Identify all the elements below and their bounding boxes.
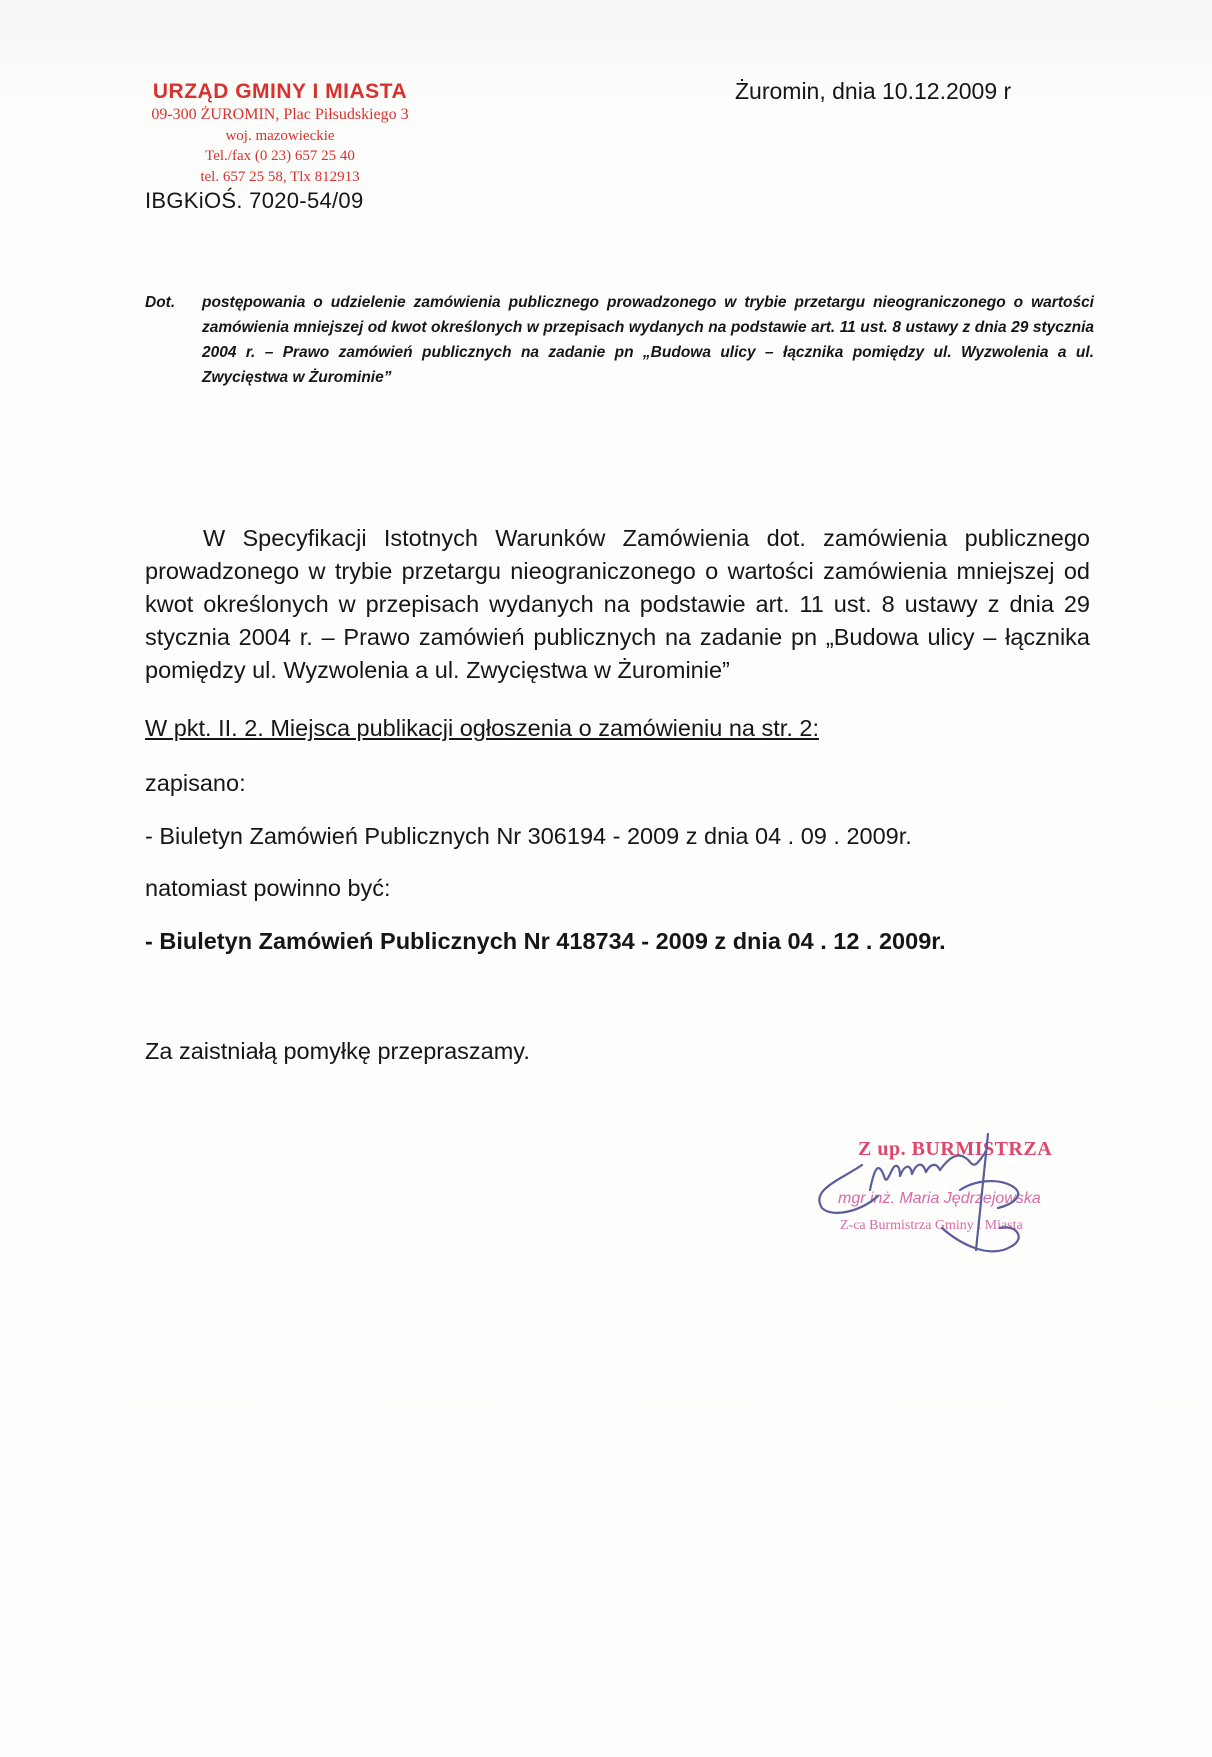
body-paragraph: W Specyfikacji Istotnych Warunków Zamówienia dot. zamówienia publicznego prowadzonego w trybie przetargu nieograniczonego o wartości zamówienia mniejszej od kwot określonych w przepisach wydanych na podstawie art. 11 ust. 8 ustawy z dnia 29 stycznia 2004 r. – Prawo zamówień publicznych na zadanie pn „Budowa ulicy – łącznika pomiędzy ul. Wyzwolenia a ul. Zwycięstwa w Żurominie” — [145, 525, 1090, 683]
stamp-voivodeship: woj. mazowieckie — [225, 128, 335, 144]
stamp-phone-fax: Tel./fax (0 23) 657 25 40 — [205, 148, 355, 164]
subject-text: postępowania o udzielenie zamówienia publicznego prowadzonego w trybie przetargu nieograniczonego o wartości zamówienia mniejszej od kwot określonych w przepisach wydanych na podstawie art. 11 ust. 8 ustawy z dnia 29 stycznia 2004 r. – Prawo zamówień publicznych na zadanie pn „Budowa ulicy – łącznika pomiędzy ul. Wyzwolenia a ul. Zwycięstwa w Żurominie” — [202, 294, 1094, 386]
signature-stamp-role: Z-ca Burmistrza Gminy i Miasta — [840, 1218, 1023, 1233]
signature-stamp-title: Z up. BURMISTRZA — [858, 1138, 1053, 1160]
signature-stamp-name: mgr inż. Maria Jędrzejowska — [838, 1190, 1041, 1207]
office-stamp — [100, 80, 460, 187]
handwritten-signature — [800, 1120, 1100, 1270]
correction-item: - Biuletyn Zamówień Publicznych Nr 418734 - 2009 z dnia 04 . 12 . 2009r. — [145, 928, 946, 954]
stamp-office-name: URZĄD GMINY I MIASTA — [152, 80, 408, 103]
correction-label: natomiast powinno być: — [145, 875, 391, 901]
stamp-address: 09-300 ŻUROMIN, Plac Piłsudskiego 3 — [151, 106, 409, 123]
subject-label: Dot. — [145, 294, 176, 311]
section-heading: W pkt. II. 2. Miejsca publikacji ogłoszenia o zamówieniu na str. 2: — [145, 715, 819, 741]
written-item: - Biuletyn Zamówień Publicznych Nr 306194 - 2009 z dnia 04 . 09 . 2009r. — [145, 823, 912, 849]
apology-line: Za zaistniałą pomyłkę przepraszamy. — [145, 1038, 530, 1064]
written-label: zapisano: — [145, 770, 246, 796]
reference-number: IBGKiOŚ. 7020-54/09 — [145, 188, 364, 213]
letter-date: Żuromin, dnia 10.12.2009 r — [735, 78, 1012, 104]
stamp-phone-telex: tel. 657 25 58, Tlx 812913 — [200, 169, 360, 185]
